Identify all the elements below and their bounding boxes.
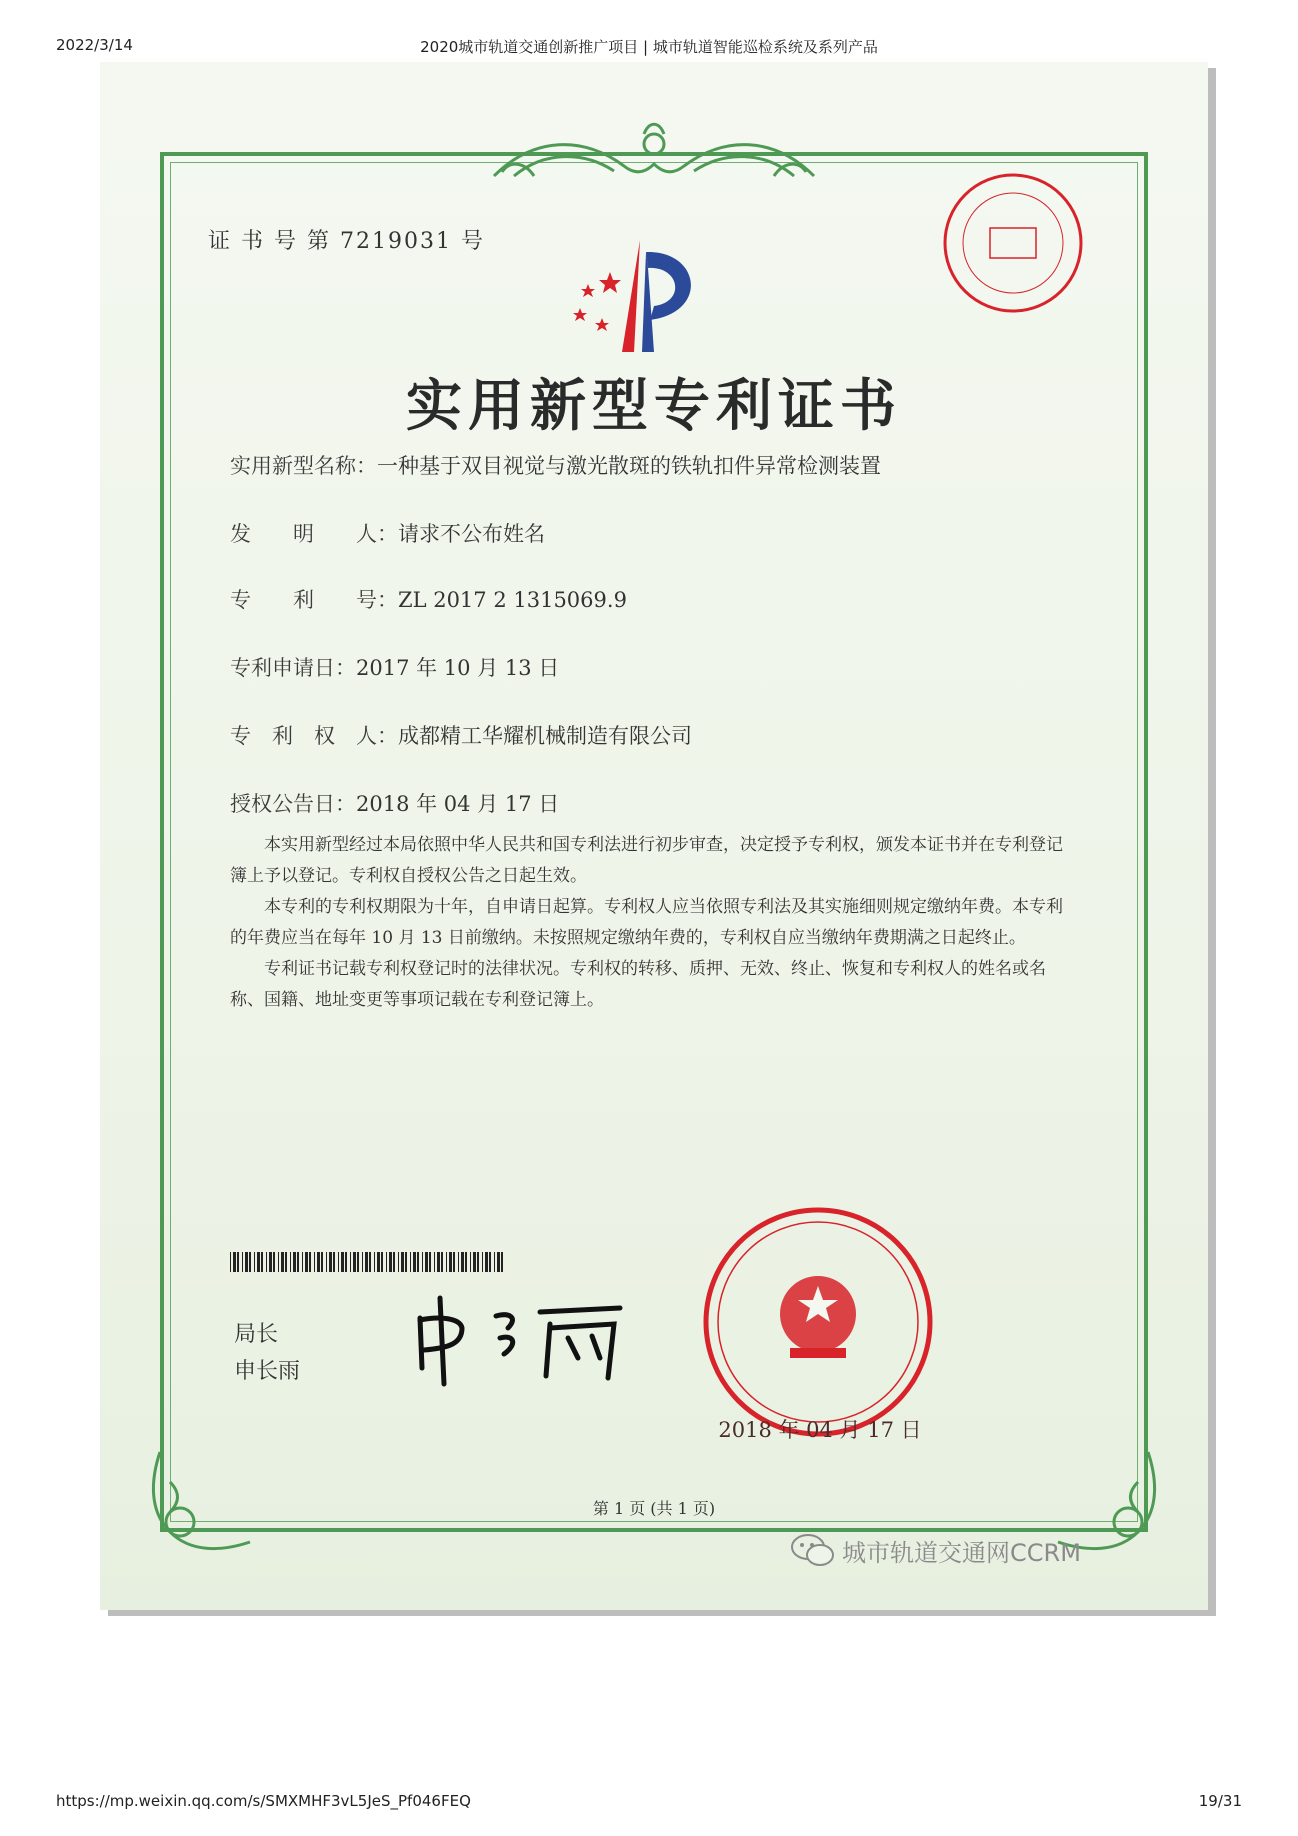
field-grant-date [230, 788, 559, 818]
field-label: 专 利 号： [230, 588, 398, 612]
field-value: 一种基于双目视觉与激光散斑的铁轨扣件异常检测装置 [377, 454, 881, 478]
tax-stamp-seal-icon [938, 168, 1088, 318]
print-page-number: 19/31 [1198, 1792, 1242, 1810]
field-utility-model-name [230, 450, 881, 480]
body-paragraph: 本实用新型经过本局依照中华人民共和国专利法进行初步审查，决定授予专利权，颁发本证书并在专利登记簿上予以登记。专利权自授权公告之日起生效。 [230, 835, 1063, 886]
watermark [790, 1530, 1081, 1570]
field-label: 授权公告日： [230, 792, 356, 816]
certificate-title: 实用新型专利证书 [406, 373, 902, 439]
field-value: ZL 2017 2 1315069.9 [398, 588, 627, 612]
print-title: 2020城市轨道交通创新推广项目 | 城市轨道智能巡检系统及系列产品 [420, 38, 878, 56]
print-date: 2022/3/14 [56, 36, 133, 54]
field-application-date [230, 652, 559, 682]
print-url: https://mp.weixin.qq.com/s/SMXMHF3vL5JeS_Pf046FEQ [56, 1792, 471, 1810]
director-signature-icon [400, 1288, 640, 1388]
field-value: 2017 年 10 月 13 日 [356, 656, 560, 680]
field-label: 专利申请日： [230, 656, 356, 680]
field-label: 发 明 人： [230, 522, 398, 546]
field-value: 2018 年 04 月 17 日 [356, 792, 560, 816]
seal-date: 2018 年 04 月 17 日 [718, 1418, 922, 1442]
wechat-icon [790, 1533, 836, 1567]
field-label: 实用新型名称： [230, 454, 377, 478]
director-name: 申长雨 [234, 1359, 301, 1384]
field-value: 请求不公布姓名 [398, 522, 545, 546]
certificate-number: 证 书 号 第 7219031 号 [208, 229, 485, 254]
print-footer [0, 1792, 1298, 1816]
field-inventor [230, 518, 545, 548]
field-patentee [230, 720, 692, 750]
patent-office-logo-icon [550, 222, 730, 362]
certificate-body-text [230, 830, 1070, 1016]
top-ornament-icon [474, 116, 834, 192]
body-paragraph: 本专利的专利权期限为十年，自申请日起算。专利权人应当依照专利法及其实施细则规定缴纳年费。本专利的年费应当在每年 10 月 13 日前缴纳。未按照规定缴纳年费的，专利权自应当缴纳年费期满之日起终止。 [230, 897, 1063, 948]
state-ip-office-seal-icon [698, 1202, 938, 1442]
watermark-text: 城市轨道交通网CCRM [842, 1538, 1081, 1567]
director-title: 局长 [234, 1322, 279, 1347]
page-indicator: 第 1 页 (共 1 页) [592, 1499, 716, 1518]
field-patent-number [230, 584, 627, 614]
field-label: 专 利 权 人： [230, 724, 398, 748]
field-value: 成都精工华耀机械制造有限公司 [398, 724, 692, 748]
certificate-scan [100, 62, 1208, 1610]
print-header [0, 36, 1298, 60]
body-paragraph: 专利证书记载专利权登记时的法律状况。专利权的转移、质押、无效、终止、恢复和专利权人的姓名或名称、国籍、地址变更等事项记载在专利登记簿上。 [230, 959, 1046, 1010]
barcode-icon [230, 1252, 505, 1272]
